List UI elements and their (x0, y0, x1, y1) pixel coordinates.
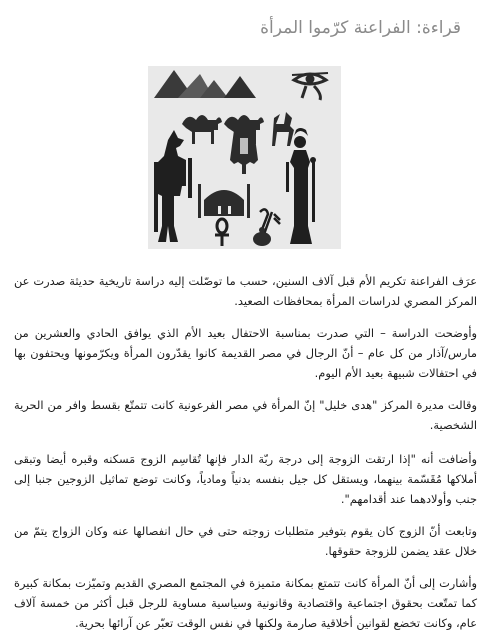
article-body (14, 271, 477, 640)
paragraph-5: وتابعت أنّ الزوج كان يقوم بتوفير متطلبات زوجته حتى في حال انفصالها عنه وكان الزواج يتمّ من خلال عقد يضمن للزوجة حقوقها. (14, 524, 477, 558)
paragraph-4: وأضافت أنه "إذا ارتقت الزوجة إلى درجة ربّة الدار فإنها تُقاسِم الزوج مَسكنه وقبره أيضا وتبقى أملاكها مُقَسّمة بينهما، ويستقل كل جيل بنفسه بدنياً ومادياً، وكانت توضع تماثيل الزوجين جنبا إلى جنب وأولادهما عند أقدامهم". (14, 452, 477, 506)
egyptian-illustration (148, 66, 341, 249)
paragraph-2: وأوضحت الدراسة – التي صدرت بمناسبة الاحتفال بعيد الأم الذي يوافق الحادي والعشرين من مارس/آذار من كل عام – أنّ الرجال في مصر القديمة كانوا يقدّرون المرأة ويكرّمونها ويحتفون بها في احتفالات شبيهة بعيد الأم اليوم. (14, 326, 477, 380)
page-title: قراءة: الفراعنة كرّموا المرأة (260, 18, 461, 38)
paragraph-1: عرَف الفراعنة تكريم الأم قبل آلاف السنين، حسب ما توصّلت إليه دراسة تاريخية حديثة صدرت عن المركز المصري لدراسات المرأة بمحافظات الصعيد. (14, 274, 477, 308)
paragraph-6: وأشارت إلى أنّ المرأة كانت تتمتع بمكانة متميزة في المجتمع المصري القديم وتميّزت بمكانة كبيرة كما تمتّعت بحقوق اجتماعية واقتصادية وقانونية وسياسية مساوية للرجل قبل أكثر من خمسة آلاف عام، وكانت تخضع لقوانين أخلاقية صارمة ولكنها في نفس الوقت تعبّر عن آرائها بحرية. (14, 576, 477, 630)
paragraph-3: وقالت مديرة المركز "هدى خليل" إنّ المرأة في مصر الفرعونية كانت تتمتّع بقسط وافر من الحرية الشخصية. (14, 398, 477, 432)
